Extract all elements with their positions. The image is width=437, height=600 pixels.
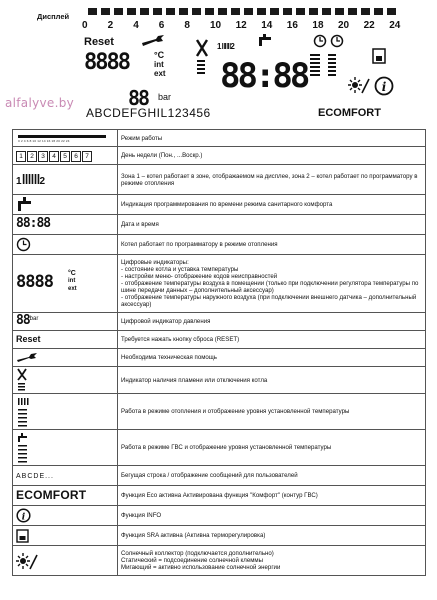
- table-row: [13, 313, 426, 331]
- hour-scale-numbers: [82, 20, 402, 32]
- lcd-temp-unit: °C: [154, 50, 165, 60]
- row-text: Дата и время: [118, 215, 426, 235]
- table-row: [13, 394, 426, 430]
- ecomfort-icon: ECOMFORT: [16, 487, 87, 502]
- date-time-icon: 88:88: [16, 216, 51, 232]
- svg-text:0 2 4 6 8 10 12 14 16 18 20 22: 0 2 4 6 8 10 12 14 16 18 20 22 24: [18, 138, 70, 143]
- hour-label: 6: [158, 20, 165, 31]
- table-row: [13, 165, 426, 195]
- weekday-box: 4: [49, 151, 59, 162]
- weekdays-icon: [16, 150, 93, 160]
- hour-segment: [348, 8, 357, 15]
- hour-segment: [387, 8, 396, 15]
- hour-segment: [335, 8, 344, 15]
- row-text: Индикация программирования по времени режима санитарного комфорта: [118, 195, 426, 215]
- solar-icon: [16, 552, 38, 570]
- lcd-zones-icon: 1‖‖‖2: [217, 42, 235, 51]
- icon-cell: [13, 466, 118, 486]
- hour-label: 4: [133, 20, 139, 31]
- table-row: [13, 195, 426, 215]
- row-text: Необходима техническая помощь: [118, 349, 426, 367]
- hour-label: 10: [210, 20, 222, 31]
- hour-segment: [205, 8, 214, 15]
- text-line: Мигающий = активно использование солнечной энергии: [121, 564, 281, 571]
- row-text: [118, 255, 426, 313]
- icon-cell: [13, 430, 118, 466]
- lcd-ecomfort: ECOMFORT: [318, 107, 381, 119]
- icon-cell: [13, 235, 118, 255]
- icon-cell: [13, 195, 118, 215]
- hour-label: 8: [184, 20, 190, 31]
- row-text: Работа в режиме ГВС и отображение уровня установленной температуры: [118, 430, 426, 466]
- row-text: Зона 1 – котел работает в зоне, отображаемом на дисплее, зона 2 – котел работает по программатору в режиме отопления: [118, 165, 426, 195]
- row-text: Котел работает по программатору в режиме отопления: [118, 235, 426, 255]
- text-line: Цифровые индикаторы:: [121, 259, 189, 266]
- icon-cell: [13, 367, 118, 394]
- hour-segment: [88, 8, 97, 15]
- lcd-temp-digits: 8888: [84, 50, 129, 75]
- hour-segment: [231, 8, 240, 15]
- lcd-ticker: ABCDEFGHIL123456: [86, 106, 211, 120]
- icon-cell: [13, 147, 118, 165]
- ticker-icon: ABCDE...: [16, 472, 54, 480]
- hour-label: 18: [312, 20, 324, 31]
- table-row: [13, 430, 426, 466]
- hour-segment: [192, 8, 201, 15]
- table-row: [13, 331, 426, 349]
- lcd-wrench-icon: [140, 34, 166, 48]
- row-text: Индикатор наличия пламени или отключения котла: [118, 367, 426, 394]
- lcd-pressure-digits: 88: [128, 86, 149, 110]
- temp-digits-icon: 8888 °C int ext: [16, 270, 77, 293]
- hour-segment: [309, 8, 318, 15]
- scale-bar-icon: [16, 134, 108, 143]
- weekday-box: 7: [82, 151, 92, 162]
- hour-label: 2: [107, 20, 114, 31]
- hour-scale-bar: [88, 8, 400, 18]
- watermark: alfalyve.by: [5, 96, 75, 110]
- hour-label: 12: [235, 20, 247, 31]
- row-text: Бегущая строка / отображение сообщений для пользователей: [118, 466, 426, 486]
- hour-segment: [153, 8, 162, 15]
- icon-cell: [13, 255, 118, 313]
- hour-segment: [322, 8, 331, 15]
- clock-icon: [16, 237, 31, 252]
- heating-level-icon: [16, 397, 30, 427]
- pressure-icon: $88^{bar}$: [16, 313, 39, 329]
- row-text: Требуется нажать кнопку сброса (RESET): [118, 331, 426, 349]
- hour-segment: [296, 8, 305, 15]
- zones-icon: 1‖‖‖2: [16, 171, 46, 188]
- info-icon: [16, 508, 31, 523]
- svg-text:i: i: [381, 80, 387, 94]
- table-row: [13, 255, 426, 313]
- icon-cell: [13, 486, 118, 506]
- lcd-clock-icon: [313, 34, 347, 48]
- hour-label: 22: [363, 20, 375, 31]
- icon-cell: [13, 546, 118, 576]
- icon-cell: [13, 130, 118, 147]
- dhw-tap-icon: [16, 197, 34, 212]
- legend-table: [12, 129, 426, 576]
- row-text: Работа в режиме отопления и отображение уровня установленной температуры: [118, 394, 426, 430]
- row-text: Цифровой индикатор давления: [118, 313, 426, 331]
- hour-segment: [283, 8, 292, 15]
- weekday-box: 2: [27, 151, 37, 162]
- table-row: [13, 486, 426, 506]
- hour-segment: [361, 8, 370, 15]
- row-text: Функция Eco активна Активирована функция "Комфорт" (контур ГВС): [118, 486, 426, 506]
- lcd-info-icon: [374, 76, 394, 96]
- section-title: Дисплей: [37, 12, 70, 21]
- sra-icon: [16, 529, 29, 543]
- row-text: [118, 546, 426, 576]
- lcd-solar-icon: [348, 76, 370, 94]
- lcd-temp-ext: ext: [154, 69, 166, 78]
- table-row: [13, 546, 426, 576]
- hour-segment: [270, 8, 279, 15]
- text-line: - отображение температуры наружного воздуха (при подключении внешнего датчика – дополнительный аксессуар): [121, 294, 417, 308]
- hour-segment: [166, 8, 175, 15]
- hour-label: 0: [82, 20, 88, 31]
- lcd-clock-digits: 88:88: [220, 56, 308, 96]
- row-text: Функция INFO: [118, 506, 426, 526]
- lcd-sra-icon: [372, 48, 386, 64]
- table-row: [13, 130, 426, 147]
- hour-label: 20: [338, 20, 350, 31]
- hour-segment: [374, 8, 383, 15]
- text-line: - состояние котла и уставка температуры: [121, 266, 239, 273]
- hour-segment: [127, 8, 136, 15]
- flame-icon: [16, 368, 28, 392]
- icon-cell: [13, 165, 118, 195]
- hour-label: 16: [286, 20, 298, 31]
- table-row: [13, 215, 426, 235]
- lcd-pressure-unit: bar: [158, 92, 172, 102]
- table-row: [13, 349, 426, 367]
- weekday-box: 3: [38, 151, 48, 162]
- icon-cell: [13, 526, 118, 546]
- table-row: [13, 506, 426, 526]
- text-line: Солнечный коллектор (подключается дополнительно): [121, 550, 274, 557]
- row-text: Функция SRA активна (Активна терморегулировка): [118, 526, 426, 546]
- hour-segment: [179, 8, 188, 15]
- table-row: [13, 526, 426, 546]
- weekday-box: 1: [16, 151, 26, 162]
- row-text: День недели (Пон., ...Воскр.): [118, 147, 426, 165]
- hour-segment: [218, 8, 227, 15]
- weekday-box: 5: [60, 151, 70, 162]
- lcd-temp-int: int: [154, 60, 164, 69]
- icon-cell: [13, 215, 118, 235]
- wrench-icon: [16, 353, 38, 363]
- lcd-flame-icon: [194, 38, 210, 76]
- lcd-dhw-tap-icon: [257, 34, 273, 48]
- hour-label: 14: [261, 20, 273, 31]
- hour-segment: [140, 8, 149, 15]
- table-row: [13, 235, 426, 255]
- dhw-level-icon: [16, 433, 30, 463]
- icon-cell: [13, 313, 118, 331]
- weekday-box: 6: [71, 151, 81, 162]
- table-row: [13, 147, 426, 165]
- hour-segment: [257, 8, 266, 15]
- icon-cell: [13, 331, 118, 349]
- text-line: - настройки меню- отображение кодов неисправностей: [121, 273, 278, 280]
- hour-segment: [244, 8, 253, 15]
- svg-text:i: i: [21, 512, 26, 523]
- hour-segment: [101, 8, 110, 15]
- icon-cell: [13, 506, 118, 526]
- row-text: Режим работы: [118, 130, 426, 147]
- lcd-reset-label: Reset: [84, 36, 114, 48]
- text-line: - отображение температуры воздуха в помещении (только при подключении регулятора температуры по шине передачи данных – дополнительный аксессуар): [121, 280, 419, 294]
- hour-label: 24: [389, 20, 401, 31]
- text-line: Статический = подсоединение солнечной клеммы: [121, 557, 263, 564]
- reset-icon: Reset: [16, 334, 41, 345]
- table-row: [13, 466, 426, 486]
- icon-cell: [13, 349, 118, 367]
- icon-cell: [13, 394, 118, 430]
- hour-segment: [114, 8, 123, 15]
- table-row: [13, 367, 426, 394]
- lcd-display: [82, 8, 402, 124]
